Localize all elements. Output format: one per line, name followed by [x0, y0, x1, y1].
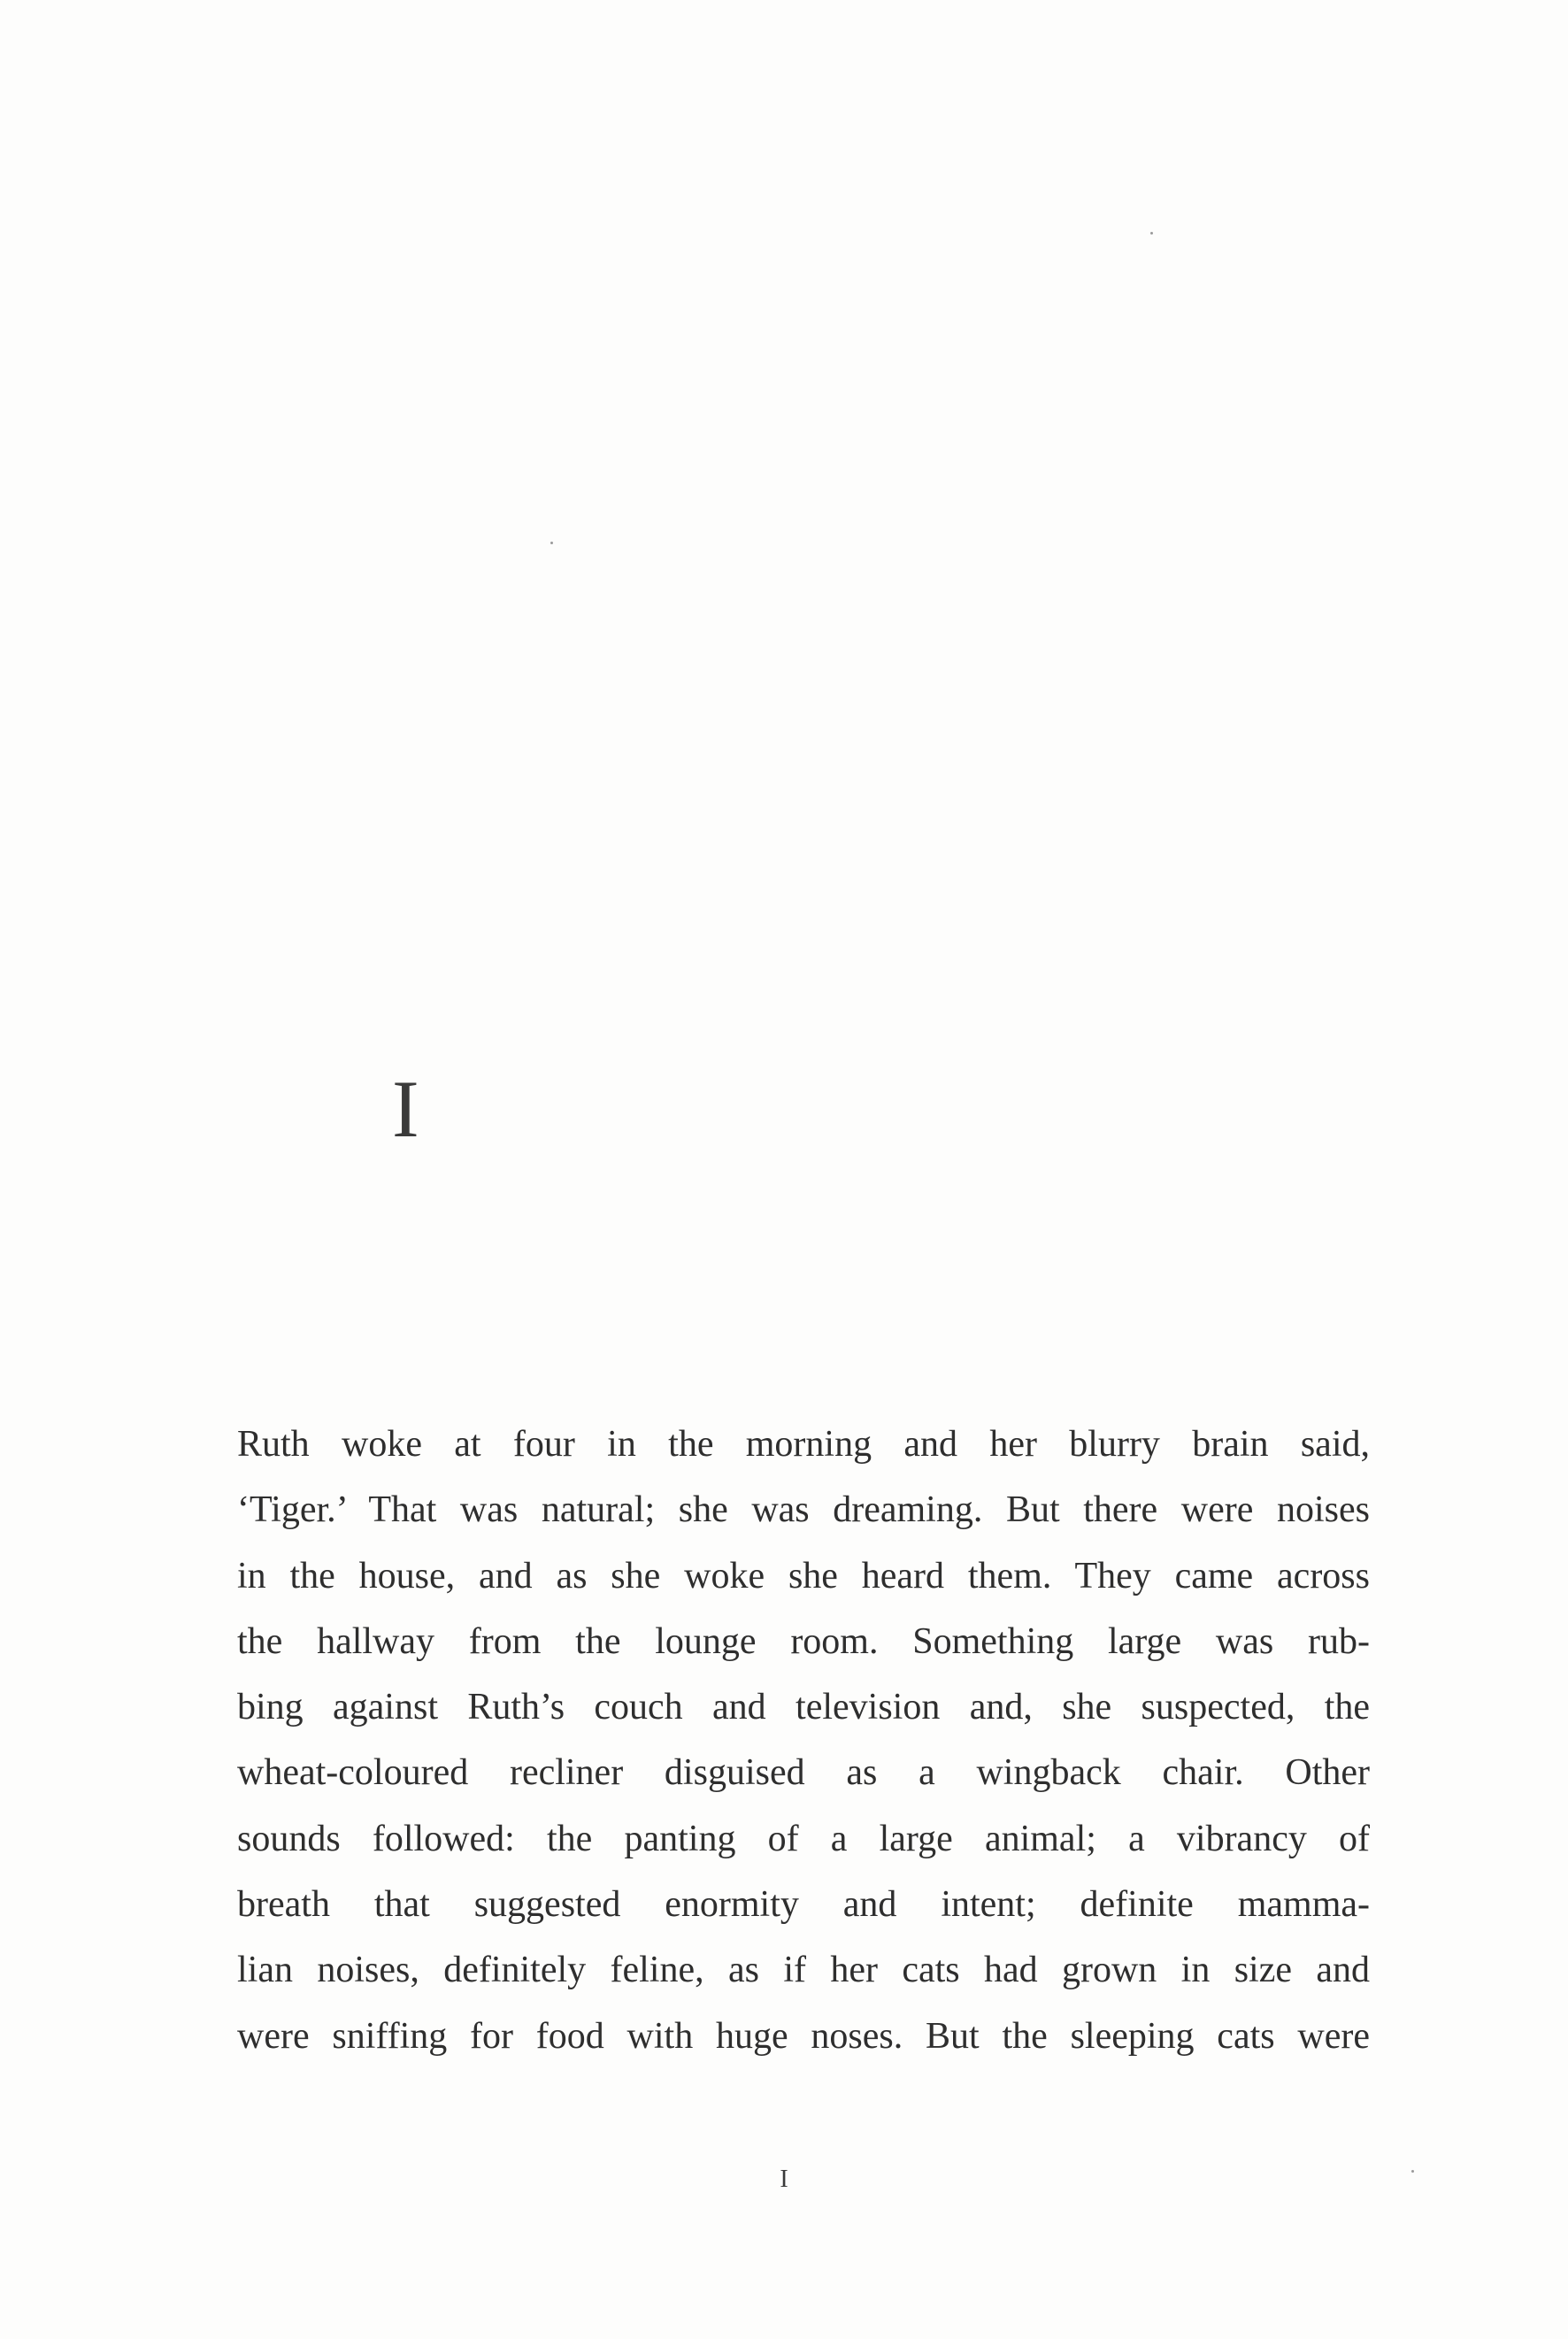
- body-line: ‘Tiger.’ That was natural; she was dreaming. But there were noises: [237, 1489, 1370, 1531]
- chapter-body-text: [237, 1412, 1370, 2069]
- body-line: Ruth woke at four in the morning and her blurry brain said,: [237, 1424, 1370, 1465]
- body-line: wheat-coloured recliner disguised as a wingback chair. Other: [237, 1752, 1370, 1794]
- paper-speck: [1150, 232, 1153, 235]
- body-line: breath that suggested enormity and intent; definite mamma-: [237, 1884, 1370, 1926]
- body-line: were sniffing for food with huge noses. But the sleeping cats were: [237, 2015, 1370, 2057]
- paper-speck: [550, 542, 553, 544]
- body-line: bing against Ruth’s couch and television and, she suspected, the: [237, 1687, 1370, 1728]
- body-line: the hallway from the lounge room. Something large was rub-: [237, 1620, 1370, 1662]
- chapter-number: I: [392, 1064, 419, 1154]
- body-line: in the house, and as she woke she heard them. They came across: [237, 1555, 1370, 1597]
- body-line: sounds followed: the panting of a large animal; a vibrancy of: [237, 1818, 1370, 1859]
- body-line: lian noises, definitely feline, as if her cats had grown in size and: [237, 1950, 1370, 1991]
- page-number: I: [780, 2166, 788, 2193]
